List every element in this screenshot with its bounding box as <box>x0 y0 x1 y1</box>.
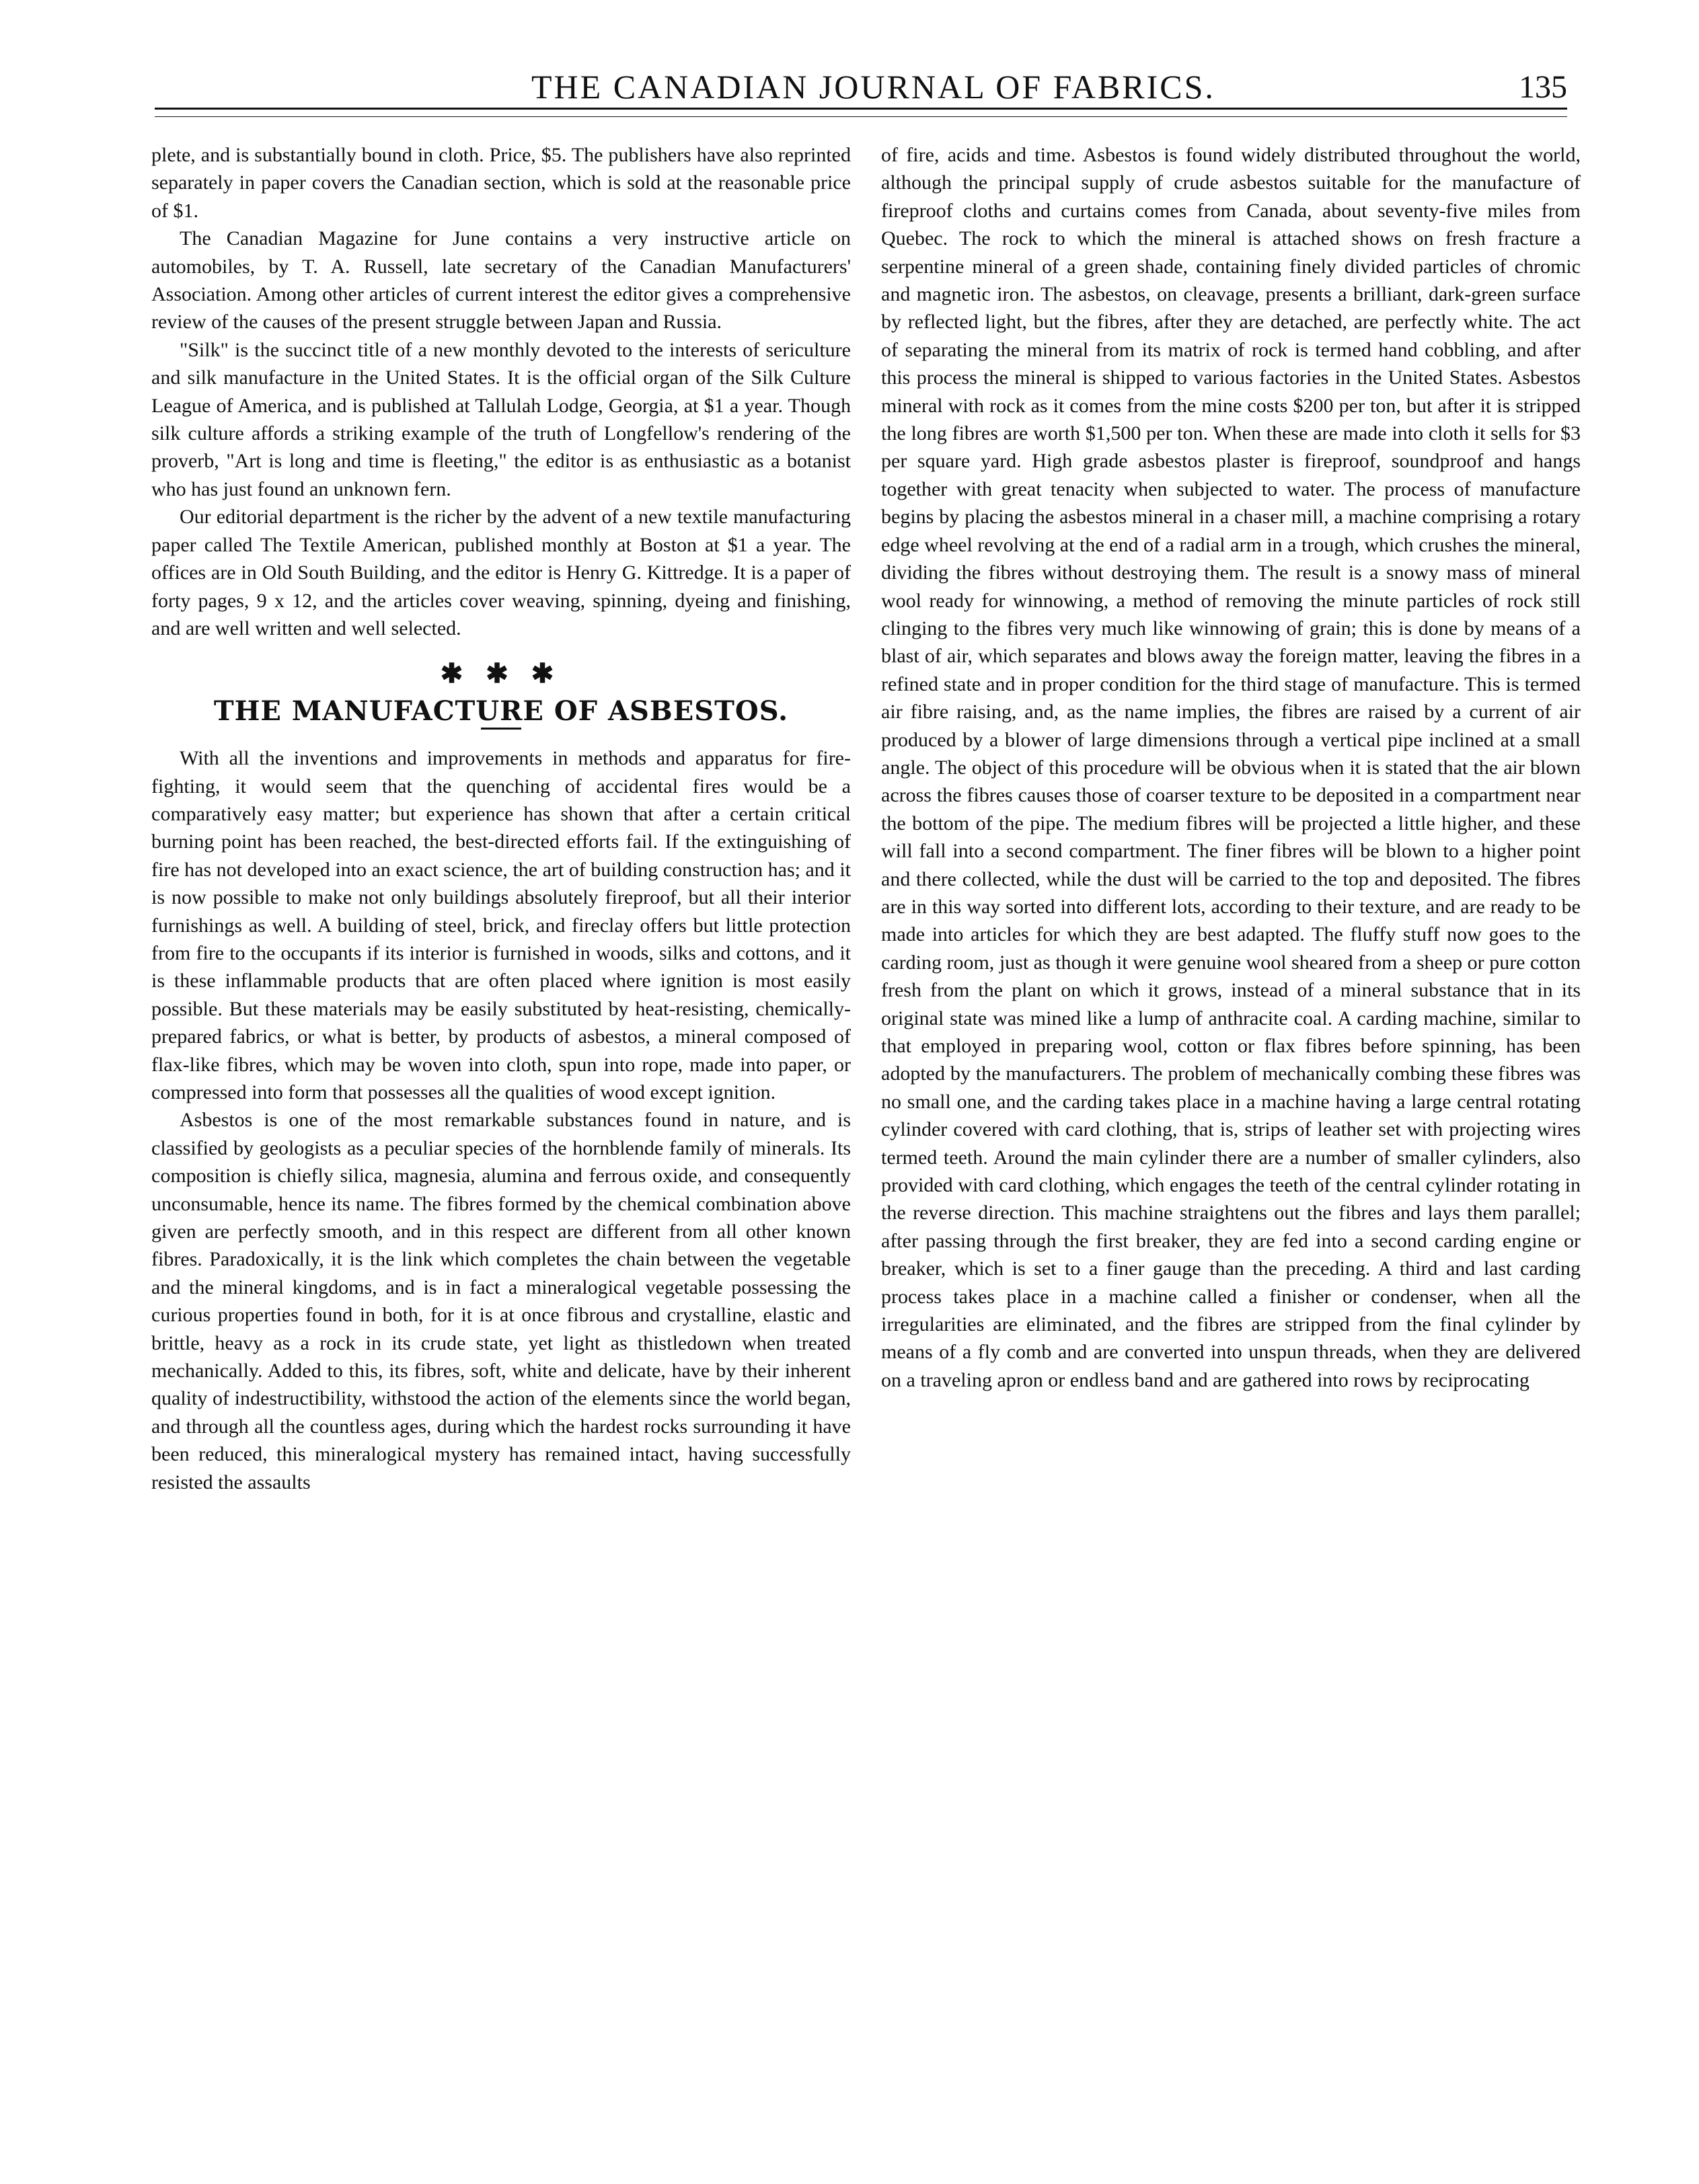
article-title: THE MANUFACTURE OF ASBESTOS. <box>213 695 789 727</box>
paragraph: plete, and is substantially bound in cloth. Price, $5. The publishers have also reprinted separately in paper covers the Canadian section, which is sold at the reasonable price of $1. <box>151 144 851 222</box>
paragraph: "Silk" is the succinct title of a new monthly devoted to the interests of sericulture and silk manufacture in the United States. It is the official organ of the Silk Culture League of America, and is published at Tallulah Lodge, Georgia, at $1 a year. Though silk culture affords a striking example of the truth of Longfellow's rendering of the proverb, "Art is long and time is fleeting," the editor is as enthusiastic as a botanist who has just found an unknown fern. <box>151 338 851 500</box>
article-paragraph: Asbestos is one of the most remarkable substances found in nature, and is classified by geologists as a peculiar species of the hornblende family of minerals. Its composition is chiefly silica, magnesia, alumina and ferrous oxide, and consequently unconsumable, hence its name. The fibres formed by the chemical combination above given are perfectly smooth, and in this respect are different from all other known fibres. Paradoxically, it is the link which completes the chain between the vegetable and the mineral kingdoms, and is in fact a mineralogical vegetable possessing the curious properties found in both, for it is at once fibrous and crystalline, elastic and brittle, heavy as a rock in its crude state, yet light as thistledown when treated mechanically. Added to this, its fibres, soft, white and delicate, have by their inherent quality of indestructibility, withstood the action of the elements since the world began, and through all the countless ages, during which the hardest rocks surrounding it have been reduced, this mineralogical mystery has remained intact, having successfully resisted the assaults <box>151 1109 851 1493</box>
page-number: 135 <box>1519 69 1567 105</box>
right-column <box>881 141 1581 1394</box>
journal-title: THE CANADIAN JOURNAL OF FABRICS. <box>531 68 1215 106</box>
title-rule <box>481 728 521 730</box>
header-rule <box>155 108 1567 117</box>
paragraph: Our editorial department is the richer by the advent of a new textile manufacturing paper called The Textile American, published monthly at Boston at $1 a year. The offices are in Old South Building, and the editor is Henry G. Kittredge. It is a paper of forty pages, 9 x 12, and the articles cover weaving, spinning, dyeing and finishing, and are well written and well selected. <box>151 506 851 639</box>
left-column <box>151 141 851 1496</box>
paragraph: The Canadian Magazine for June contains a very instructive article on automobiles, by T. A. Russell, late secretary of the Canadian Manufacturers' Association. Among other articles of current interest the editor gives a comprehensive review of the causes of the present struggle between Japan and Russia. <box>151 227 851 334</box>
page-header <box>155 54 1567 108</box>
paragraph: of fire, acids and time. Asbestos is found widely distributed throughout the world, although the principal supply of crude asbestos suitable for the manufacture of fireproof cloths and curtains comes from Canada, about seventy-five miles from Quebec. The rock to which the mineral is attached shows on fresh fracture a serpentine mineral of a green shade, containing finely divided particles of chromic and magnetic iron. The asbestos, on cleavage, presents a brilliant, dark-green surface by reflected light, but the fibres, after they are detached, are perfectly white. The act of separating the mineral from its matrix of rock is termed hand cobbling, and after this process the mineral is shipped to various factories in the United States. Asbestos mineral with rock as it comes from the mine costs $200 per ton, but after it is stripped the long fibres are worth $1,500 per ton. When these are made into cloth it sells for $3 per square yard. High grade asbestos plaster is fireproof, soundproof and hangs together with great tenacity when subjected to water. The process of manufacture begins by placing the asbestos mineral in a chaser mill, a machine comprising a rotary edge wheel revolving at the end of a radial arm in a trough, which crushes the mineral, dividing the fibres without destroying them. The result is a snowy mass of mineral wool ready for winnowing, a method of removing the minute particles of rock still clinging to the fibres very much like winnowing of grain; this is done by means of a blast of air, which separates and blows away the foreign matter, leaving the fibres in a refined state and in proper condition for the third stage of manufacture. This is termed air fibre raising, and, as the name implies, the fibres are raised by a current of air produced by a blower of large dimensions through a vertical pipe inclined at a small angle. The object of this procedure will be obvious when it is stated that the air blown across the fibres causes those of coarser texture to be deposited in a compartment near the bottom of the pipe. The medium fibres will be projected a little higher, and these will fall into a second compartment. The finer fibres will be blown to a higher point and there collected, while the dust will be carried to the top and deposited. The fibres are in this way sorted into different lots, according to their texture, and are ready to be made into articles for which they are best adapted. The fluffy stuff now goes to the carding room, just as though it were genuine wool sheared from a sheep or pure cotton fresh from the plant on which it grows, instead of a mineral substance that in its original state was mined like a lump of anthracite coal. A carding machine, similar to that employed in preparing wool, cotton or flax fibres before spinning, has been adopted by the manufacturers. The problem of mechanically combing these fibres was no small one, and the carding takes place in a machine having a large central rotating cylinder covered with card clothing, that is, strips of leather set with projecting wires termed teeth. Around the main cylinder there are a number of smaller cylinders, also provided with card clothing, which engages the teeth of the central cylinder rotating in the reverse direction. This machine straightens out the fibres and lays them parallel; after passing through the first breaker, they are fed into a second carding engine or breaker, which is set to a finer gauge than the preceding. A third and last carding process takes place in a machine called a finisher or condenser, when all the irregularities are eliminated, and the fibres are stripped from the final cylinder by means of a fly comb and are converted into unspun threads, when they are delivered on a traveling apron or endless band and are gathered into rows by reciprocating <box>881 144 1581 1391</box>
section-ornament: ✱ ✱ ✱ <box>440 658 562 689</box>
article-paragraph: With all the inventions and improvements in methods and apparatus for fire-fighting, it would seem that the quenching of accidental fires would be a comparatively easy matter; but experience has shown that after a certain critical burning point has been reached, the best-directed efforts fail. If the extinguishing of fire has not developed into an exact science, the art of building construction has; and it is now possible to make not only buildings absolutely fireproof, but all their interior furnishings as well. A building of steel, brick, and fireclay offers but little protection from fire to the occupants if its interior is furnished in woods, silks and cottons, and it is these inflammable products that are often placed where ignition is most easily possible. But these materials may be easily substituted by heat-resisting, chemically-prepared fabrics, or what is better, by products of asbestos, a mineral composed of flax-like fibres, which may be woven into cloth, spun into rope, made into paper, or compressed into form that possesses all the qualities of wood except ignition. <box>151 747 851 1103</box>
